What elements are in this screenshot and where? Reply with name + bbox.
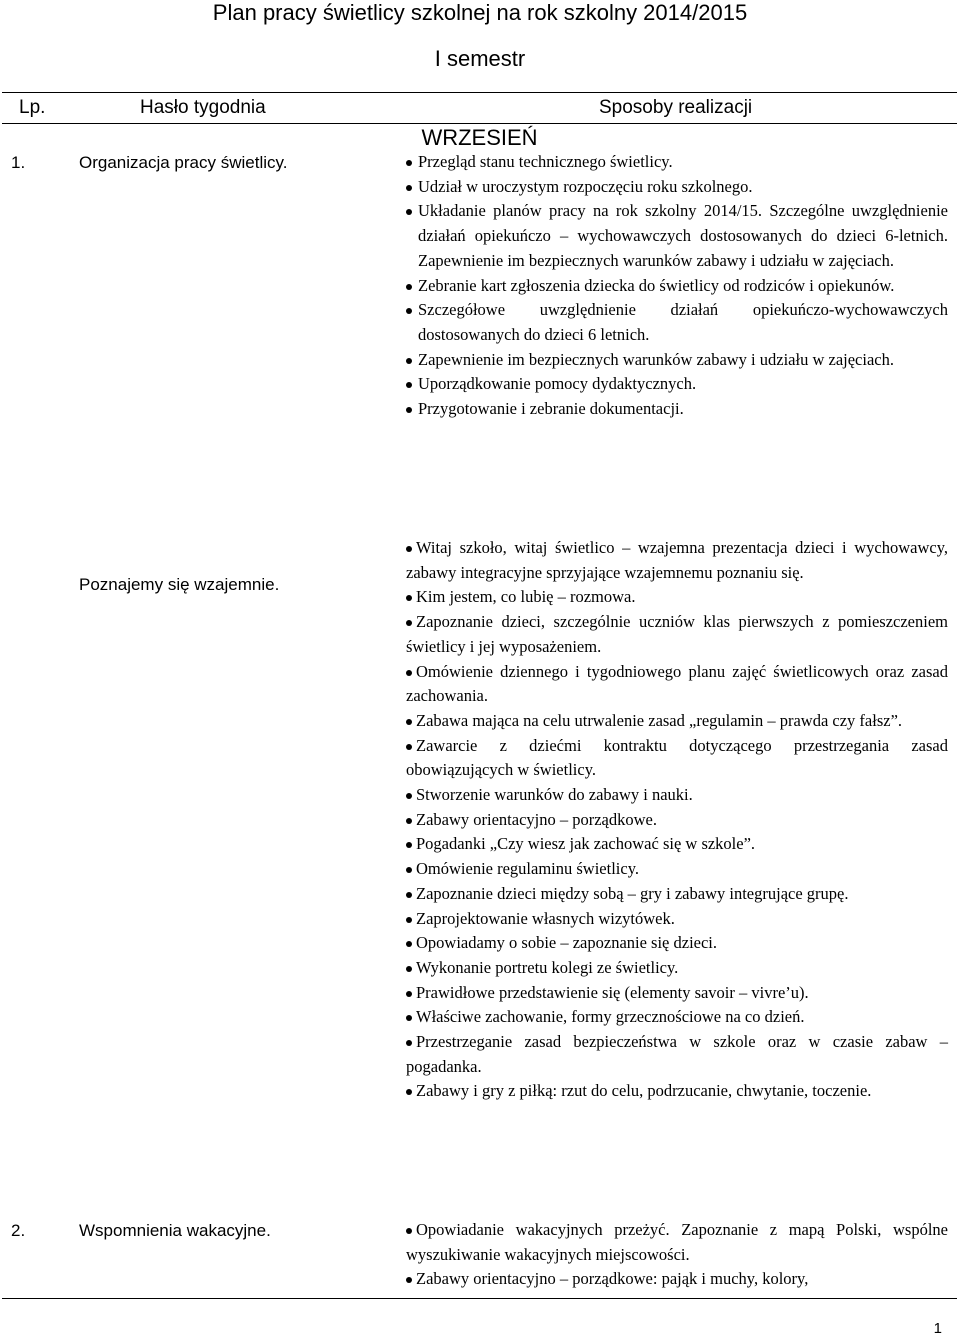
list-item: Układanie planów pracy na rok szkolny 2014/15. Szczególne uwzględnienie działań opiekuńczo – wychowawczych dostosowanych do dzieci 6-letnich. Zapewnienie im bezpiecznych warunków zabawy i udziału w zajęciach. bbox=[406, 199, 948, 273]
list-item: Zapoznanie dzieci, szczególnie uczniów klas pierwszych z pomieszczeniem świetlicy i jej wyposażeniem. bbox=[406, 612, 948, 656]
list-item: Zapewnienie im bezpiecznych warunków zabawy i udziału w zajęciach. bbox=[406, 348, 948, 373]
bullet-icon bbox=[406, 1277, 412, 1283]
list-item: Przygotowanie i zebranie dokumentacji. bbox=[406, 397, 948, 422]
table-header bbox=[2, 93, 957, 124]
row-number: 1. bbox=[11, 153, 26, 172]
activities-list bbox=[406, 536, 948, 1104]
bullet-icon bbox=[406, 546, 412, 552]
bullet-icon bbox=[406, 595, 412, 601]
bullet-icon bbox=[406, 719, 412, 725]
activities-list bbox=[406, 1218, 948, 1292]
list-item: Szczegółowe uwzględnienie działań opiekuńczo-wychowawczych dostosowanych do dzieci 6 letnich. bbox=[406, 298, 948, 347]
list-item: Uporządkowanie pomocy dydaktycznych. bbox=[406, 372, 948, 397]
list-item: Omówienie dziennego i tygodniowego planu zajęć świetlicowych oraz zasad zachowania. bbox=[406, 661, 948, 706]
list-item: Właściwe zachowanie, formy grzecznościowe na co dzień. bbox=[406, 1005, 948, 1030]
bullet-icon bbox=[406, 185, 412, 191]
list-item: Kim jestem, co lubię – rozmowa. bbox=[406, 585, 948, 610]
bullet-icon bbox=[406, 358, 412, 364]
bullet-icon bbox=[406, 917, 412, 923]
list-item: Pogadanki „Czy wiesz jak zachować się w szkole”. bbox=[406, 832, 948, 857]
list-item: Zabawa mająca na celu utrwalenie zasad „regulamin – prawda czy fałsz”. bbox=[406, 709, 948, 734]
list-item: Udział w uroczystym rozpoczęciu roku szkolnego. bbox=[406, 175, 948, 200]
bullet-icon bbox=[406, 744, 412, 750]
month-heading: WRZESIEŃ bbox=[421, 125, 538, 150]
bullet-icon bbox=[406, 382, 412, 388]
header-lp: Lp. bbox=[19, 97, 46, 118]
page-number: 1 bbox=[933, 1320, 942, 1337]
list-item: Opowiadamy o sobie – zapoznanie się dzieci. bbox=[406, 931, 948, 956]
table-row bbox=[2, 1218, 957, 1298]
list-item: Przegląd stanu technicznego świetlicy. bbox=[406, 150, 948, 175]
header-topic: Hasło tygodnia bbox=[140, 97, 266, 118]
header-methods: Sposoby realizacji bbox=[599, 97, 753, 118]
list-item: Opowiadanie wakacyjnych przeżyć. Zapoznanie z mapą Polski, wspólne wyszukiwanie wakacyjnych miejscowości. bbox=[406, 1220, 948, 1264]
semester-heading: I semestr bbox=[434, 46, 526, 71]
row-number: 2. bbox=[11, 1221, 26, 1240]
document-title: Plan pracy świetlicy szkolnej na rok szkolny 2014/2015 bbox=[212, 0, 748, 25]
list-item: Zebranie kart zgłoszenia dziecka do świetlicy od rodziców i opiekunów. bbox=[406, 274, 948, 299]
list-item: Prawidłowe przedstawienie się (elementy savoir – vivre’u). bbox=[406, 981, 948, 1006]
bullet-icon bbox=[406, 160, 412, 166]
activities-list bbox=[406, 150, 948, 422]
plan-table bbox=[2, 92, 957, 1299]
list-item: Przestrzeganie zasad bezpieczeństwa w szkole oraz w czasie zabaw – pogadanka. bbox=[406, 1032, 948, 1076]
bullet-icon bbox=[406, 966, 412, 972]
bullet-icon bbox=[406, 941, 412, 947]
bullet-icon bbox=[406, 842, 412, 848]
bullet-icon bbox=[406, 308, 412, 314]
row-topic: Wspomnienia wakacyjne. bbox=[79, 1221, 271, 1240]
bullet-icon bbox=[406, 407, 412, 413]
bullet-icon bbox=[406, 1040, 412, 1046]
list-item: Zapoznanie dzieci między sobą – gry i zabawy integrujące grupę. bbox=[406, 882, 948, 907]
list-item: Zaprojektowanie własnych wizytówek. bbox=[406, 907, 948, 932]
bullet-icon bbox=[406, 209, 412, 215]
list-item: Zawarcie z dziećmi kontraktu dotyczącego przestrzegania zasad obowiązujących w świetlicy. bbox=[406, 735, 948, 780]
list-item: Omówienie regulaminu świetlicy. bbox=[406, 857, 948, 882]
bullet-icon bbox=[406, 892, 412, 898]
table-row bbox=[2, 150, 957, 536]
bullet-icon bbox=[406, 1015, 412, 1021]
bullet-icon bbox=[406, 991, 412, 997]
bullet-icon bbox=[406, 670, 412, 676]
bullet-icon bbox=[406, 867, 412, 873]
bullet-icon bbox=[406, 1089, 412, 1095]
list-item: Zabawy orientacyjno – porządkowe: pająk i muchy, kolory, bbox=[406, 1267, 948, 1292]
table-row bbox=[2, 536, 957, 1218]
row-topic: Poznajemy się wzajemnie. bbox=[79, 575, 280, 594]
list-item: Zabawy orientacyjno – porządkowe. bbox=[406, 808, 948, 833]
row-topic: Organizacja pracy świetlicy. bbox=[79, 153, 288, 172]
bullet-icon bbox=[406, 1228, 412, 1234]
list-item: Stworzenie warunków do zabawy i nauki. bbox=[406, 783, 948, 808]
list-item: Zabawy i gry z piłką: rzut do celu, podrzucanie, chwytanie, toczenie. bbox=[406, 1079, 948, 1104]
list-item: Wykonanie portretu kolegi ze świetlicy. bbox=[406, 956, 948, 981]
bullet-icon bbox=[406, 793, 412, 799]
list-item: Witaj szkoło, witaj świetlico – wzajemna prezentacja dzieci i wychowawcy, zabawy integracyjne sprzyjające wzajemnemu poznaniu się. bbox=[406, 538, 948, 582]
bullet-icon bbox=[406, 284, 412, 290]
bullet-icon bbox=[406, 620, 412, 626]
bullet-icon bbox=[406, 818, 412, 824]
